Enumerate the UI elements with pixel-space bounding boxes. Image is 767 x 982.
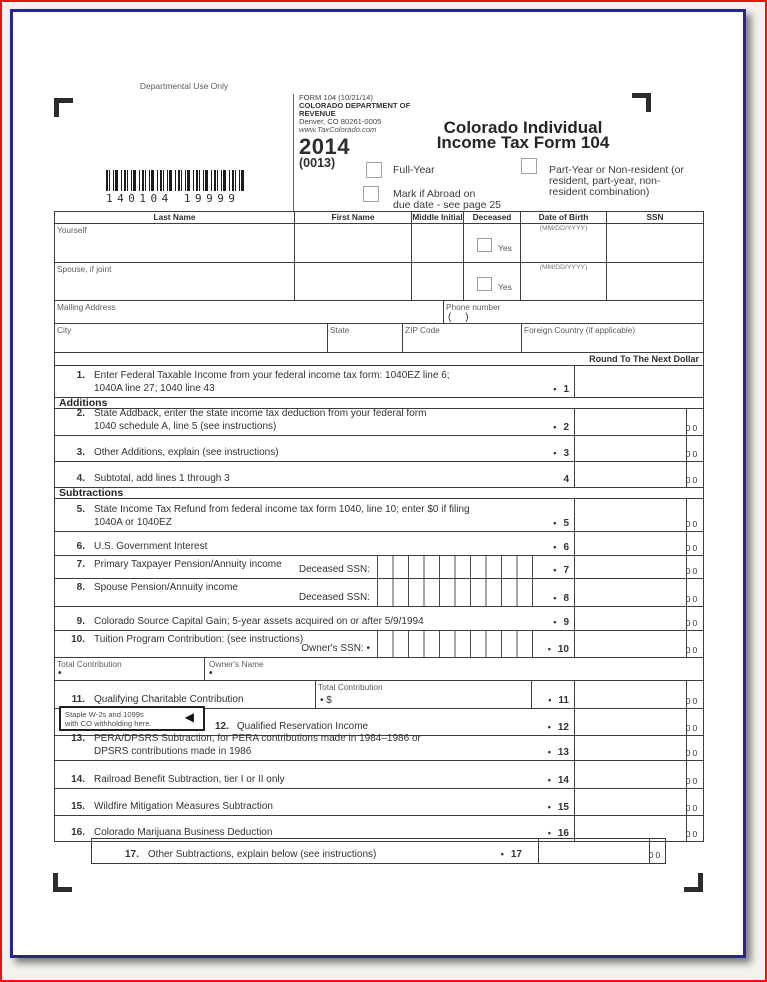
amount-box[interactable] xyxy=(575,607,685,630)
additions-section: Additions xyxy=(55,398,703,409)
form-title: Colorado Individual Income Tax Form 104 xyxy=(436,118,610,152)
line-1-row: 1. Enter Federal Taxable Income from your federal income tax form: 1040EZ line 6; 1040A line 27; 1040 line 43 • 1 xyxy=(55,366,703,398)
middle-initial-field[interactable] xyxy=(412,263,464,300)
col-deceased: Deceased xyxy=(464,212,521,223)
abroad-label: Mark if Abroad on due date - see page 25 xyxy=(393,188,502,211)
last-name-field[interactable]: Spouse, if joint xyxy=(55,263,295,300)
cents: 00 xyxy=(685,645,700,655)
ssn-field[interactable] xyxy=(607,224,703,262)
owners-name-label: Owner's Name xyxy=(209,659,264,669)
staple-note: Staple W-2s and 1099s with CO withholding here. ◀ xyxy=(59,706,205,731)
cents: 00 xyxy=(685,803,700,813)
amount-box[interactable] xyxy=(575,532,685,555)
line-11-contribution-cell[interactable]: Total Contribution • $ xyxy=(315,681,532,708)
last-name-field[interactable]: Yourself xyxy=(55,224,295,262)
full-year-label: Full-Year xyxy=(393,164,435,176)
amount-box[interactable] xyxy=(575,462,685,487)
form-page xyxy=(10,9,746,958)
line-2-row: 2. State Addback, enter the state income tax deduction from your federal form 1040 schedule A, line 5 (see instructions) • 2 00 xyxy=(55,409,703,436)
cents: 00 xyxy=(648,850,663,860)
barcode xyxy=(106,170,247,191)
staple-arrow-icon: ◀ xyxy=(184,710,194,724)
amount-box[interactable] xyxy=(575,709,685,735)
first-name-field[interactable] xyxy=(295,224,412,262)
deceased-ssn-label: Deceased SSN: xyxy=(298,592,370,603)
amount-box[interactable] xyxy=(575,366,703,397)
owners-ssn-label: Owner's SSN: • xyxy=(301,643,370,654)
line-6-row: 6. U.S. Government Interest • 6 00 xyxy=(55,532,703,556)
col-first-name: First Name xyxy=(295,212,412,223)
full-year-checkbox[interactable] xyxy=(366,162,382,178)
line-3-row: 3. Other Additions, explain (see instructions) • 3 00 xyxy=(55,436,703,462)
line-5-row: 5. State Income Tax Refund from federal income tax form 1040, line 10; enter $0 if filing 1040A or 1040EZ • 5 00 xyxy=(55,499,703,532)
amount-box[interactable] xyxy=(575,409,685,435)
cents: 00 xyxy=(685,723,700,733)
mailing-row xyxy=(55,301,703,324)
dob-field[interactable]: (MM/DD/YYYY) xyxy=(521,263,607,300)
spouse-row xyxy=(55,263,703,301)
cents: 00 xyxy=(685,618,700,628)
owners-name-field[interactable] xyxy=(207,666,703,680)
total-contribution-label: Total Contribution xyxy=(57,659,122,669)
yourself-row xyxy=(55,224,703,263)
col-middle-initial: Middle Initial xyxy=(412,212,463,222)
line-7-row: 7. Primary Taxpayer Pension/Annuity income Deceased SSN: • 7 00 xyxy=(55,556,703,579)
col-dob: Date of Birth xyxy=(521,212,607,223)
line-14-row: 14. Railroad Benefit Subtraction, tier I or II only • 14 00 xyxy=(55,761,703,789)
agency-name: COLORADO DEPARTMENT OF REVENUE xyxy=(299,101,411,119)
line-15-row: 15. Wildfire Mitigation Measures Subtraction • 15 00 xyxy=(55,789,703,816)
cents: 00 xyxy=(685,594,700,604)
line-8-row: 8. Spouse Pension/Annuity income Deceased SSN: • 8 00 xyxy=(55,579,703,607)
col-last-name: Last Name xyxy=(55,212,295,223)
barcode-digits: 140104 19999 xyxy=(106,192,240,205)
cents: 00 xyxy=(685,449,700,459)
subtractions-section: Subtractions xyxy=(55,488,703,499)
contribution-owner-row: Total Contribution • Owner's Name • xyxy=(55,658,703,681)
deceased-cell: Yes xyxy=(464,263,521,300)
amount-box[interactable] xyxy=(575,761,685,788)
deceased-yes-checkbox[interactable] xyxy=(477,238,492,252)
middle-initial-field[interactable] xyxy=(412,224,464,262)
cents: 00 xyxy=(685,475,700,485)
amount-box[interactable] xyxy=(575,556,685,578)
crop-mark-icon xyxy=(684,873,703,892)
city-row xyxy=(55,324,703,353)
agency-website: www.TaxColorado.com xyxy=(299,125,377,135)
form-number: FORM 104 (10/21/14) xyxy=(299,93,373,102)
line-11-row: 11. Qualifying Charitable Contribution Total Contribution • $ • 11 00 xyxy=(55,681,703,709)
amount-box[interactable] xyxy=(575,499,685,531)
deceased-ssn-label: Deceased SSN: xyxy=(298,564,370,575)
cents: 00 xyxy=(685,543,700,553)
cents: 00 xyxy=(685,519,700,529)
line-4-row: 4. Subtotal, add lines 1 through 3 4 00 xyxy=(55,462,703,488)
dept-use-label: Departmental Use Only xyxy=(139,81,229,91)
cents: 00 xyxy=(685,776,700,786)
col-ssn: SSN xyxy=(646,212,664,222)
city-field[interactable]: City xyxy=(55,324,328,352)
line-10-row: 10. Tuition Program Contribution: (see instructions) Owner's SSN: • • 10 00 xyxy=(55,631,703,658)
name-table-header xyxy=(55,212,703,224)
header-divider xyxy=(293,94,294,211)
first-name-field[interactable] xyxy=(295,263,412,300)
round-note: Round To The Next Dollar xyxy=(55,353,703,366)
abroad-checkbox[interactable] xyxy=(363,186,379,202)
cents: 00 xyxy=(685,829,700,839)
line-16-row: 16. Colorado Marijuana Business Deduction • 16 00 xyxy=(55,816,703,841)
zip-field[interactable]: ZIP Code xyxy=(403,324,522,352)
amount-box[interactable] xyxy=(575,789,685,815)
cents: 00 xyxy=(685,566,700,576)
part-year-label: Part-Year or Non-resident (or resident, part-year, non- resident combination) xyxy=(549,164,685,198)
line-13-row: 13. PERA/DPSRS Subtraction, for PERA contributions made in 1984–1986 or DPSRS contributions made in 1986 • 13 00 xyxy=(55,736,703,761)
amount-box[interactable] xyxy=(539,839,649,863)
amount-box[interactable] xyxy=(575,681,685,708)
amount-box[interactable] xyxy=(575,579,685,606)
amount-box[interactable] xyxy=(575,736,685,760)
phone-field[interactable]: Phone number ( ) xyxy=(446,302,501,323)
crop-mark-icon xyxy=(54,98,73,117)
crop-mark-icon xyxy=(53,873,72,892)
form-table xyxy=(54,211,704,842)
foreign-country-field[interactable]: Foreign Country (if applicable) xyxy=(524,325,636,335)
ssn-field[interactable] xyxy=(607,263,703,300)
amount-box[interactable] xyxy=(575,436,685,461)
mailing-address-field[interactable]: Mailing Address xyxy=(55,301,444,323)
cents: 00 xyxy=(685,748,700,758)
dob-field[interactable]: (MM/DD/YYYY) xyxy=(521,224,607,262)
crop-mark-icon xyxy=(632,93,651,112)
line-17-row: 17. Other Subtractions, explain below (see instructions) • 17 00 xyxy=(91,838,666,864)
line-9-row: 9. Colorado Source Capital Gain; 5-year assets acquired on or after 5/9/1994 • 9 00 xyxy=(55,607,703,631)
line-12-row: 12. Qualified Reservation Income • 12 00 xyxy=(55,709,703,736)
total-contribution-field[interactable] xyxy=(55,666,204,680)
deceased-cell: Yes xyxy=(464,224,521,262)
form-code: (0013) xyxy=(299,156,336,171)
amount-box[interactable] xyxy=(575,631,685,657)
part-year-checkbox[interactable] xyxy=(521,158,537,174)
agency-address: Denver, CO 80261-0005 xyxy=(299,117,382,127)
cents: 00 xyxy=(685,423,700,433)
cents: 00 xyxy=(685,696,700,706)
tax-year: 2014 xyxy=(299,134,350,160)
state-field[interactable]: State xyxy=(328,324,403,352)
deceased-yes-checkbox[interactable] xyxy=(477,277,492,291)
